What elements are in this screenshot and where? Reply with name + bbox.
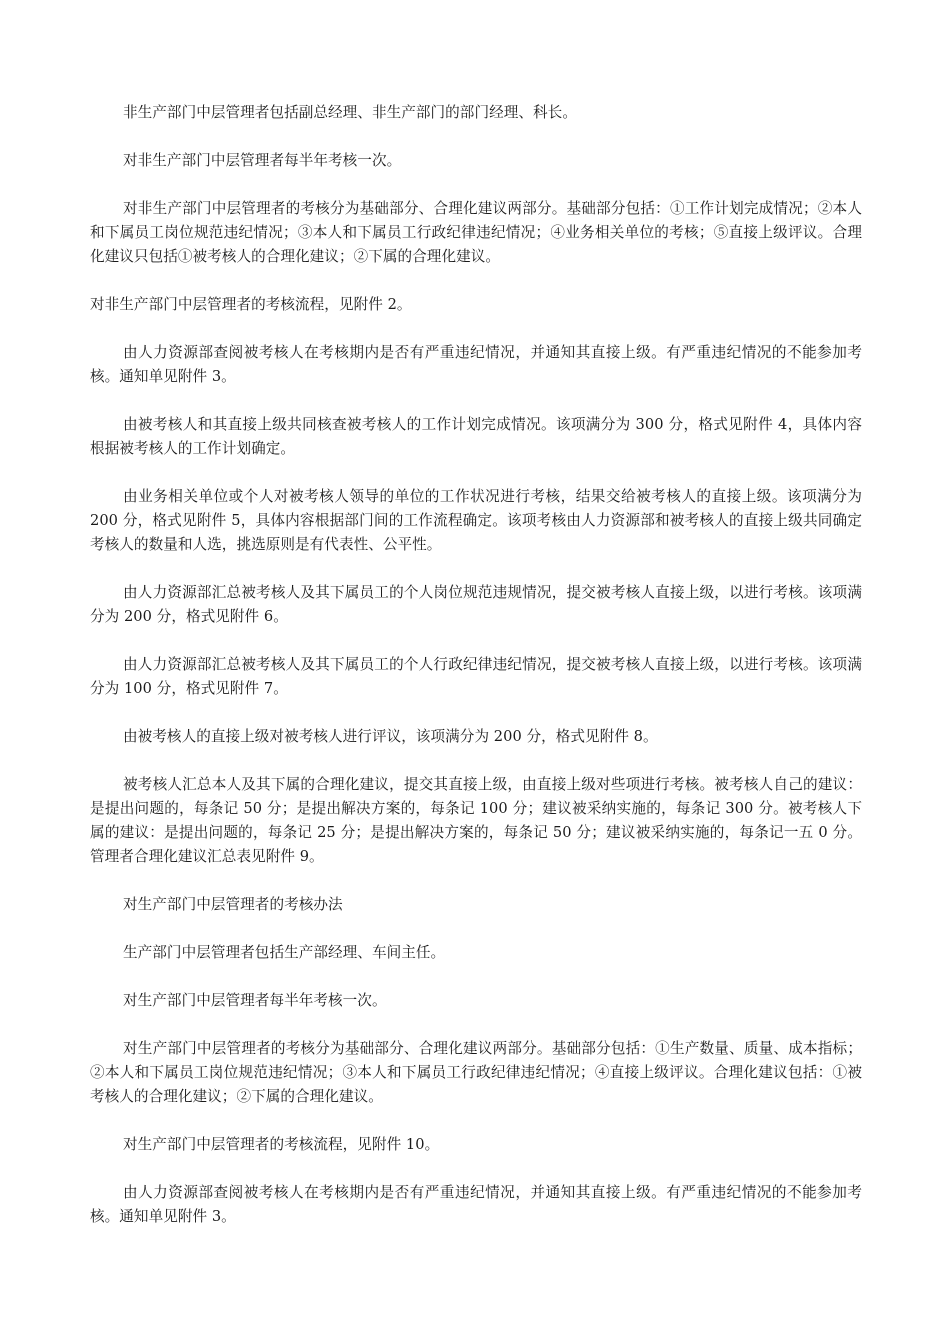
paragraph-6: 由被考核人和其直接上级共同核查被考核人的工作计划完成情况。该项满分为 300 分，格式见附件 4，具体内容根据被考核人的工作计划确定。 (90, 416, 862, 457)
paragraph-13: 对生产部门中层管理者每半年考核一次。 (123, 992, 387, 1009)
paragraph-8: 由人力资源部汇总被考核人及其下属员工的个人岗位规范违规情况，提交被考核人直接上级，以进行考核。该项满分为 200 分，格式见附件 6。 (90, 584, 862, 625)
paragraph-11: 被考核人汇总本人及其下属的合理化建议，提交其直接上级，由直接上级对些项进行考核。被考核人自己的建议：是提出问题的，每条记 50 分；是提出解决方案的，每条记 100 分；建议被采纳实施的，每条记 300 分。被考核人下属的建议：是提出问题的，每条记 25 分；是提出解决方案的，每条记 50 分；建议被采纳实施的，每条记一五 0 分。管理者合理化建议汇总表见附件 9。 (90, 776, 862, 865)
paragraph-9: 由人力资源部汇总被考核人及其下属员工的个人行政纪律违纪情况，提交被考核人直接上级，以进行考核。该项满分为 100 分，格式见附件 7。 (90, 656, 862, 697)
paragraph-10: 由被考核人的直接上级对被考核人进行评议，该项满分为 200 分，格式见附件 8。 (123, 728, 658, 745)
paragraph-2: 对非生产部门中层管理者每半年考核一次。 (123, 152, 402, 169)
section-heading: 对生产部门中层管理者的考核办法 (123, 896, 343, 913)
paragraph-14: 对生产部门中层管理者的考核分为基础部分、合理化建议两部分。基础部分包括：①生产数量、质量、成本指标；②本人和下属员工岗位规范违纪情况；③本人和下属员工行政纪律违纪情况；④直接上级评议。合理化建议包括：①被考核人的合理化建议；②下属的合理化建议。 (90, 1040, 862, 1105)
paragraph-7: 由业务相关单位或个人对被考核人领导的单位的工作状况进行考核，结果交给被考核人的直接上级。该项满分为 200 分，格式见附件 5，具体内容根据部门间的工作流程确定。该项考核由人力资源部和被考核人的直接上级共同确定考核人的数量和人选，挑选原则是有代表性、公平性。 (90, 488, 862, 553)
paragraph-3: 对非生产部门中层管理者的考核分为基础部分、合理化建议两部分。基础部分包括：①工作计划完成情况；②本人和下属员工岗位规范违纪情况；③本人和下属员工行政纪律违纪情况；④业务相关单位的考核；⑤直接上级评议。合理化建议只包括①被考核人的合理化建议；②下属的合理化建议。 (90, 200, 862, 265)
paragraph-4: 对非生产部门中层管理者的考核流程，见附件 2。 (90, 296, 412, 313)
paragraph-12: 生产部门中层管理者包括生产部经理、车间主任。 (123, 944, 446, 961)
paragraph-16: 由人力资源部查阅被考核人在考核期内是否有严重违纪情况，并通知其直接上级。有严重违纪情况的不能参加考核。通知单见附件 3。 (90, 1184, 862, 1225)
paragraph-5: 由人力资源部查阅被考核人在考核期内是否有严重违纪情况，并通知其直接上级。有严重违纪情况的不能参加考核。通知单见附件 3。 (90, 344, 862, 385)
paragraph-1: 非生产部门中层管理者包括副总经理、非生产部门的部门经理、科长。 (123, 104, 577, 121)
paragraph-15: 对生产部门中层管理者的考核流程，见附件 10。 (123, 1136, 440, 1153)
